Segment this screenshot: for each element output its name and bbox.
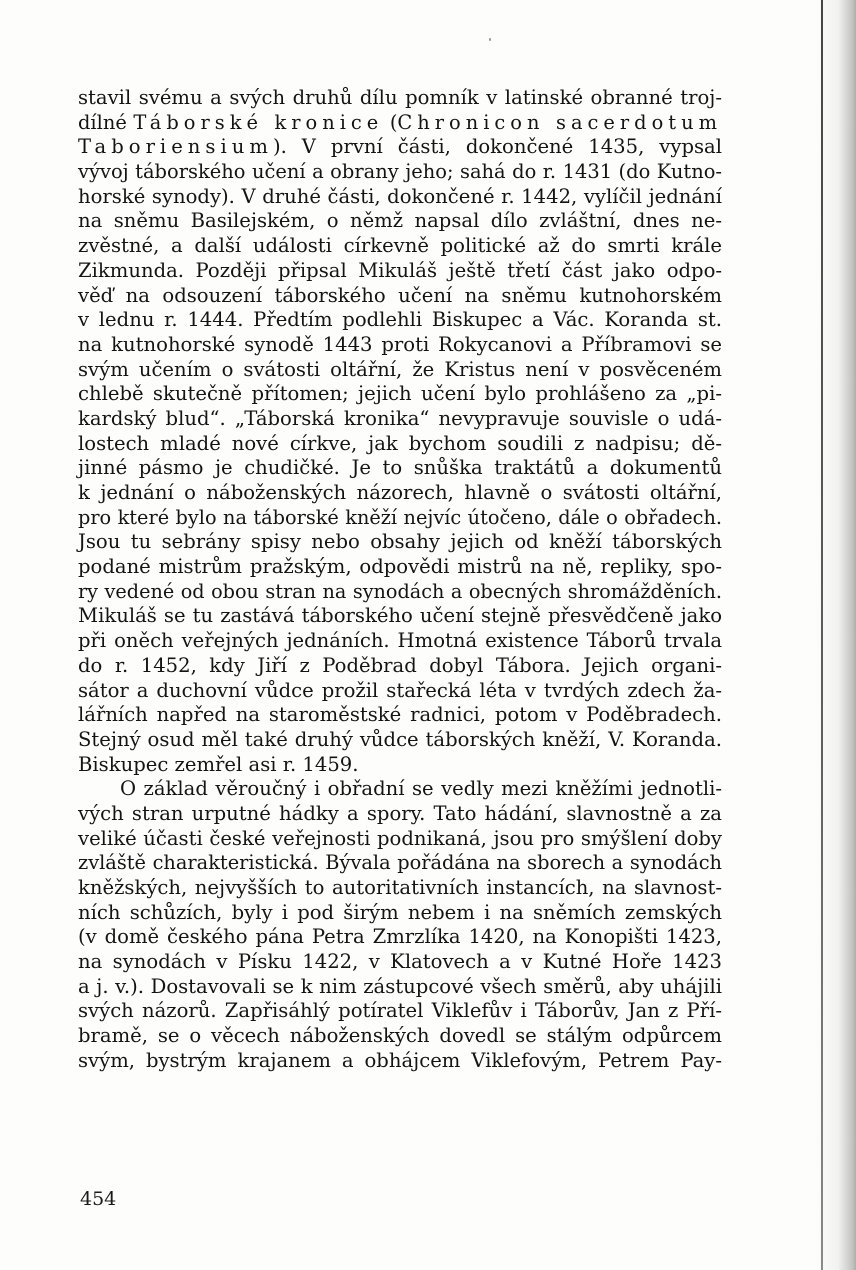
text-line: lářních napřed na staroměstské radnici, potom v Poděbradech. bbox=[78, 703, 722, 727]
text-line: pro které bylo na táborské kněží nejvíc útočeno, dále o obřadech. bbox=[78, 505, 722, 529]
text-line: k jednání o náboženských názorech, hlavně o svátosti oltářní, bbox=[78, 481, 722, 504]
text-line: při oněch veřejných jednáních. Hmotná existence Táborů trvala bbox=[78, 629, 722, 653]
text-line: (v domě českého pána Petra Zmrzlíka 1420, na Konopišti 1423, bbox=[78, 925, 722, 949]
text-line: jinné pásmo je chudičké. Je to snůška traktátů a dokumentů bbox=[78, 456, 722, 480]
text-line: zvláště charakteristická. Bývala pořádána na sborech a synodách bbox=[78, 851, 722, 875]
text-line: sátor a duchovní vůdce prožil stařecká léta v tvrdých zdech ža- bbox=[78, 678, 722, 702]
text-line: svým učením o svátosti oltářní, že Kristus není v posvěceném bbox=[78, 357, 722, 381]
paragraph-start-line: O základ věroučný i obřadní se vedly mezi kněžími jednotli- bbox=[120, 777, 722, 801]
body-text bbox=[78, 86, 722, 1074]
text-segment: ). V první části, dokončené 1435, vypsal bbox=[272, 135, 722, 159]
text-line: vých stran urputné hádky a spory. Tato hádání, slavnostně a za bbox=[78, 801, 722, 825]
text-line: ry vedené od obou stran na synodách a obecných shromážděních. bbox=[78, 579, 722, 603]
text-line: v lednu r. 1444. Předtím podlehli Biskupec a Vác. Koranda st. bbox=[78, 308, 722, 332]
paragraph-end-line: Biskupec zemřel asi r. 1459. bbox=[78, 752, 359, 776]
spine-edge bbox=[821, 0, 823, 1270]
text-line: ních schůzích, byly i pod širým nebem i na sněmích zemských bbox=[78, 900, 722, 924]
spaced-title: Chronicon sacerdotum bbox=[397, 110, 722, 134]
text-line: Zikmunda. Později připsal Mikuláš ještě třetí část jako odpo- bbox=[78, 258, 722, 282]
text-line: věď na odsouzení táborského učení na sněmu kutnohorském bbox=[78, 283, 722, 307]
text-line: Stejný osud měl také druhý vůdce táborských kněží, V. Koranda. bbox=[78, 727, 722, 751]
page-number: 454 bbox=[80, 1188, 117, 1210]
text-line: chlebě skutečně přítomen; jejich učení bylo prohlášeno za „pi- bbox=[78, 382, 722, 406]
text-line: kněžských, nejvyšších to autoritativních instancích, na slavnost- bbox=[78, 876, 722, 899]
spaced-title: Taboriensium bbox=[78, 135, 273, 159]
text-segment: dílné bbox=[78, 110, 134, 134]
text-line: kardský blud“. „Táborská kronika“ nevypravuje souvisle o udá- bbox=[78, 406, 722, 430]
text-line: lostech mladé nové církve, jak bychom soudili z nadpisu; dě- bbox=[78, 431, 722, 455]
text-line: vývoj táborského učení a obrany jeho; sahá do r. 1431 (do Kutno- bbox=[78, 160, 722, 184]
text-segment: ( bbox=[383, 110, 398, 134]
text-line: Jsou tu sebrány spisy nebo obsahy jejich od kněží táborských bbox=[78, 530, 722, 554]
text-line: bramě, se o věcech náboženských dovedl se stálým odpůrcem bbox=[78, 1024, 722, 1048]
text-line: Mikuláš se tu zastává táborského učení stejně přesvědčeně jako bbox=[78, 604, 722, 628]
spaced-title: Táborské kronice bbox=[133, 110, 384, 134]
text-line: na kutnohorské synodě 1443 proti Rokycanovi a Příbramovi se bbox=[78, 332, 722, 356]
text-line: svých názorů. Zapřisáhlý potíratel Viklefův i Táborův, Jan z Pří- bbox=[78, 999, 722, 1023]
text-line: na sněmu Basilejském, o němž napsal dílo zvláštní, dnes ne- bbox=[78, 209, 722, 233]
text-line: do r. 1452, kdy Jiří z Poděbrad dobyl Tábora. Jejich organi- bbox=[78, 653, 722, 677]
text-line bbox=[78, 111, 722, 136]
text-line: svým, bystrým krajanem a obhájcem Viklefovým, Petrem Pay- bbox=[78, 1048, 722, 1072]
text-line: horské synody). V druhé části, dokončené r. 1442, vylíčil jednání bbox=[78, 184, 722, 208]
text-line: zvěstné, a další události církevně politické až do smrti krále bbox=[78, 234, 722, 258]
text-line: podané mistrům pražským, odpovědi mistrů na ně, repliky, spo- bbox=[78, 555, 722, 579]
text-line: a j. v.). Dostavovali se k nim zástupcové všech směrů, aby uhájili bbox=[78, 974, 722, 998]
text-line: veliké účasti české veřejnosti podnikaná, jsou pro smýšlení doby bbox=[78, 826, 722, 850]
text-line bbox=[78, 135, 722, 160]
text-line: na synodách v Písku 1422, v Klatovech a v Kutné Hoře 1423 bbox=[78, 950, 722, 974]
text-line: stavil svému a svých druhů dílu pomník v latinské obranné troj- bbox=[78, 86, 722, 109]
paper-speck bbox=[489, 38, 491, 41]
